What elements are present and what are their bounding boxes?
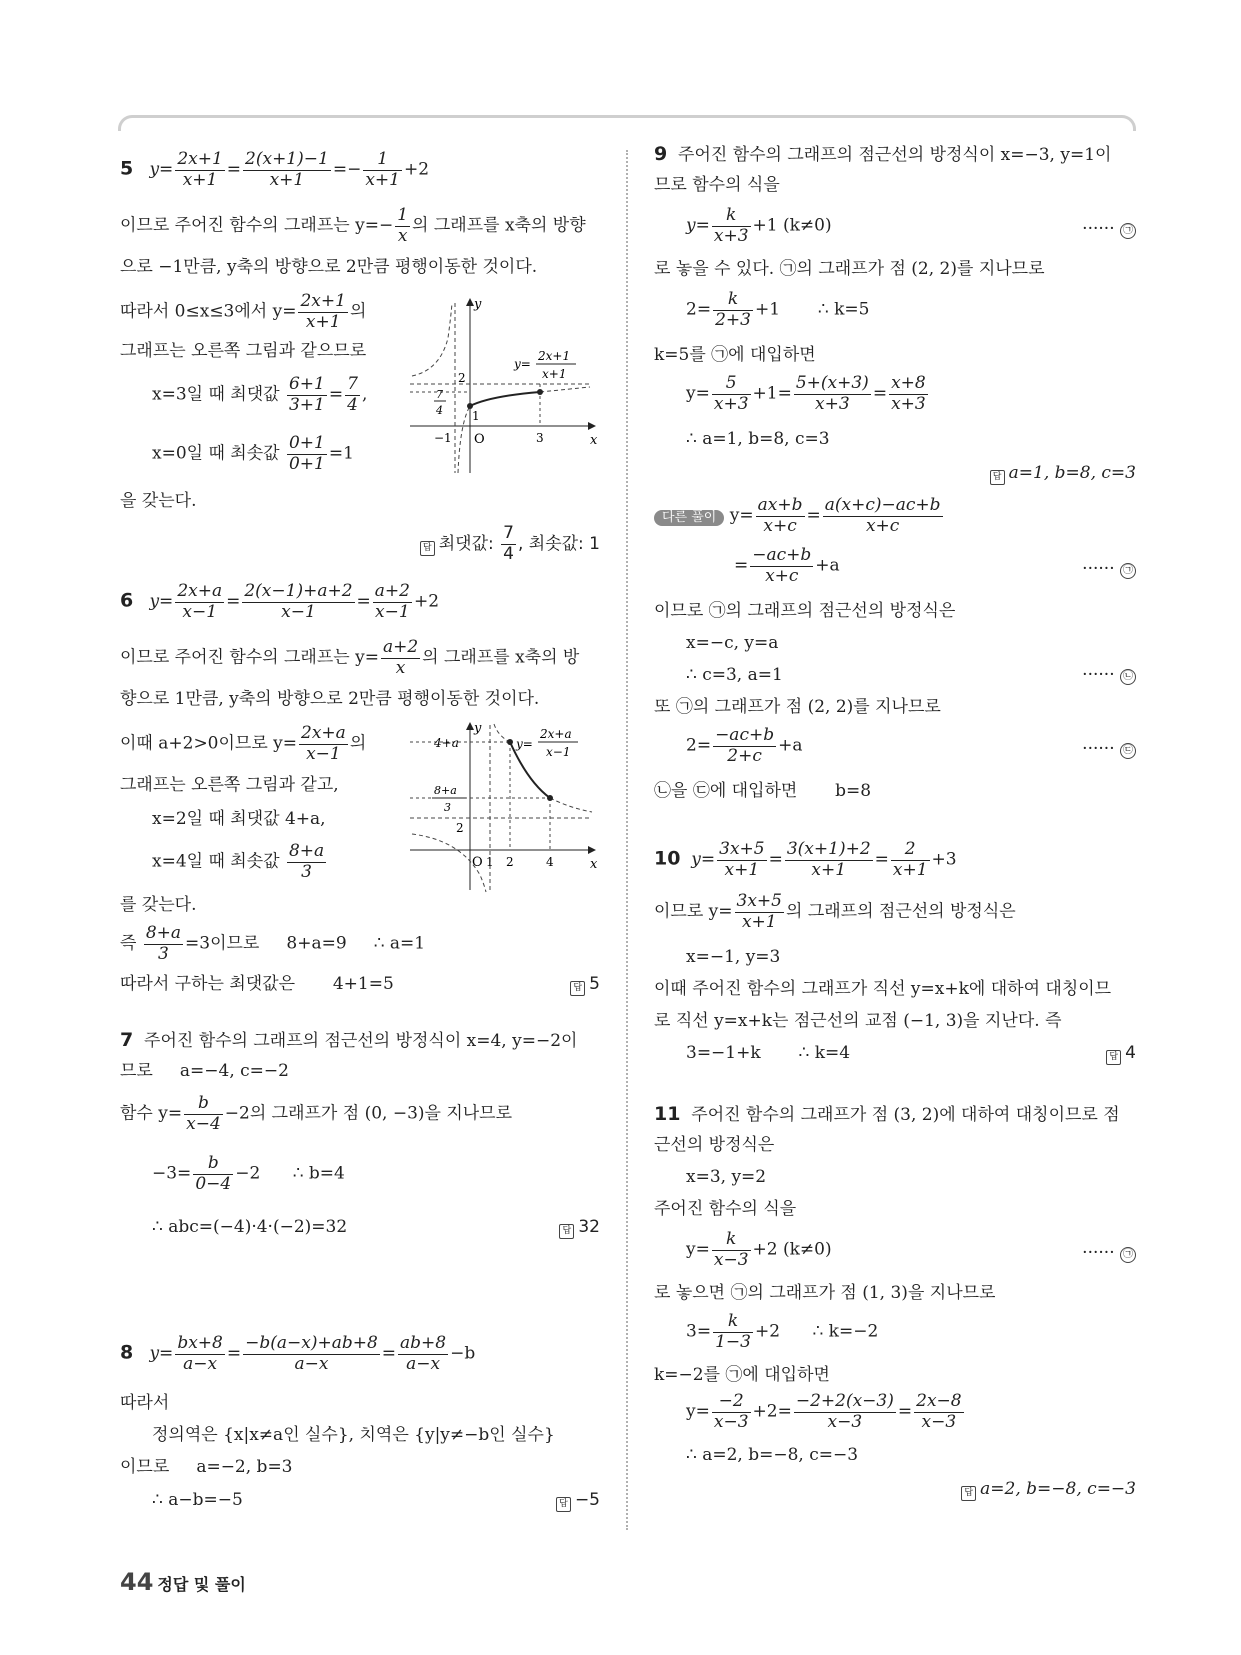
page-number: 44 <box>120 1568 154 1596</box>
svg-text:x: x <box>590 857 598 872</box>
p8-line2: 따라서 <box>120 1393 170 1413</box>
fraction: $\frac{2}{x+1}$ <box>892 839 928 880</box>
top-border <box>118 115 1136 131</box>
p10-answer: 답 4 <box>1106 1044 1136 1065</box>
svg-text:1: 1 <box>486 855 494 869</box>
fraction: $\frac{1}{x+1}$ <box>365 149 400 190</box>
p8-answer: 답 −5 <box>556 1491 600 1512</box>
p9-line6: k=5를 ㉠에 대입하면 <box>654 345 816 365</box>
p11-line4: 주어진 함수의 식을 <box>654 1199 797 1219</box>
p6-line8: 를 갖는다. <box>120 895 197 915</box>
p11-answer: 답 a=2, b=−8, c=−3 <box>961 1480 1136 1501</box>
p5-answer: 답 최댓값: $\frac{7}{4}$ , 최솟값: 1 <box>420 524 600 564</box>
p9-line1: 9 주어진 함수의 그래프의 점근선의 방정식이 x=−3, y=1이 <box>654 143 1112 165</box>
p11-line2: 근선의 방정식은 <box>654 1135 775 1155</box>
fraction: $\frac{2x+a}{x-1}$ <box>301 723 346 764</box>
p5-line6: x=3일 때 최댓값 $\frac{6+1}{3+1}$ = $\frac{7}{4}$ , <box>152 374 368 415</box>
fraction: $\frac{b}{0-4}$ <box>195 1153 232 1194</box>
p9-line9: 다른 풀이 y= $\frac{ax+b}{x+c}$ = $\frac{a(x+c)-ac+b}{x+c}$ <box>654 496 945 536</box>
svg-text:O: O <box>472 855 483 870</box>
svg-text:y: y <box>474 721 482 736</box>
fraction: $\frac{k}{2+3}$ <box>715 289 751 330</box>
p7-line2: 므로 a=−4, c=−2 <box>120 1061 289 1081</box>
p8-line4: 이므로 a=−2, b=3 <box>120 1457 293 1477</box>
p7-answer: 답 32 <box>559 1218 600 1239</box>
fraction: $\frac{2x+1}{x+1}$ <box>177 149 223 190</box>
fraction: $\frac{3x+5}{x+1}$ <box>736 891 782 932</box>
fraction: $\frac{2(x+1)-1}{x+1}$ <box>245 149 329 190</box>
p10-line4: 이때 주어진 함수의 그래프가 직선 y=x+k에 대하여 대칭이므 <box>654 979 1112 999</box>
p9-line13: ∴ c=3, a=1 <box>686 665 783 685</box>
p9-answer: 답 a=1, b=8, c=3 <box>990 464 1136 485</box>
fraction: $\frac{b}{x-4}$ <box>186 1093 221 1134</box>
p8-line5: ∴ a−b=−5 <box>152 1490 243 1510</box>
p5-line4: 따라서 0≤x≤3에서 y= $\frac{2x+1}{x+1}$ 의 <box>120 291 367 332</box>
fraction: $\frac{2x+a}{x-1}$ <box>177 581 223 622</box>
p6-answer: 답 5 <box>570 975 600 996</box>
p9-line12: x=−c, y=a <box>686 633 779 653</box>
p11-line1: 11 주어진 함수의 그래프가 점 (3, 2)에 대하여 대칭이므로 점 <box>654 1103 1120 1125</box>
p6-line7: x=4일 때 최솟값 $\frac{8+a}{3}$ <box>152 841 325 882</box>
fraction: $\frac{x+8}{x+3}$ <box>891 373 926 414</box>
p6-line3: 향으로 1만큼, y축의 방향으로 2만큼 평행이동한 것이다. <box>120 689 540 709</box>
tick-label: 4 <box>436 404 443 417</box>
p6-line5: 그래프는 오른쪽 그림과 같고, <box>120 775 339 795</box>
svg-text:x+1: x+1 <box>542 367 567 381</box>
fraction: $\frac{0+1}{0+1}$ <box>288 433 325 474</box>
svg-text:2x+a: 2x+a <box>540 727 572 741</box>
fraction: $\frac{7}{4}$ <box>503 523 514 564</box>
tick-label: 1 <box>472 409 480 423</box>
fraction: $\frac{a+2}{x-1}$ <box>374 581 410 622</box>
fraction: $\frac{-2+2(x-3)}{x-3}$ <box>795 1391 894 1432</box>
p9-line7: y= $\frac{5}{x+3}$ +1= $\frac{5+(x+3)}{x+3}$ = $\frac{x+8}{x+3}$ <box>686 373 926 414</box>
answer-icon: 답 <box>990 470 1005 485</box>
answer-icon: 답 <box>420 541 435 556</box>
p9-line11: 이므로 ㉠의 그래프의 점근선의 방정식은 <box>654 601 956 621</box>
p6-graph <box>410 720 600 895</box>
origin-label: O <box>474 432 485 447</box>
p5-line3: 으로 −1만큼, y축의 방향으로 2만큼 평행이동한 것이다. <box>120 257 538 277</box>
p11-line3: x=3, y=2 <box>686 1167 767 1187</box>
p7-line4: −3= $\frac{b}{0-4}$ −2 ∴ b=4 <box>152 1153 345 1194</box>
p7-line3: 함수 y= $\frac{b}{x-4}$ −2의 그래프가 점 (0, −3)을 지나므로 <box>120 1093 513 1134</box>
p11-mark1: ······ ㉠ <box>1082 1244 1136 1263</box>
fraction: $\frac{-2}{x-3}$ <box>713 1391 749 1432</box>
svg-text:2: 2 <box>456 821 464 835</box>
p6-line4: 이때 a+2>0이므로 y= $\frac{2x+a}{x-1}$ 의 <box>120 723 367 764</box>
p6-line2: 이므로 주어진 함수의 그래프는 y= $\frac{a+2}{x}$ 의 그래프를 x축의 방 <box>120 637 580 678</box>
fraction: $\frac{-ac+b}{2+c}$ <box>715 725 775 766</box>
svg-text:4+a: 4+a <box>434 736 459 750</box>
svg-text:2: 2 <box>506 855 514 869</box>
fraction: $\frac{k}{x-3}$ <box>713 1229 749 1270</box>
p7-line1: 7 주어진 함수의 그래프의 점근선의 방정식이 x=4, y=−2이 <box>120 1029 578 1051</box>
fraction: $\frac{k}{1-3}$ <box>715 1311 751 1352</box>
tick-label: 7 <box>436 388 443 401</box>
p9-line8: ∴ a=1, b=8, c=3 <box>686 429 830 449</box>
p10-line3: x=−1, y=3 <box>686 947 781 967</box>
x-axis-label: x <box>590 433 598 448</box>
p6-line1: 6 y= $\frac{2x+a}{x-1}$ = $\frac{2(x-1)+a+2}{x-1}$ = $\frac{a+2}{x-1}$ +2 <box>120 581 440 622</box>
p5-line8: 을 갖는다. <box>120 491 197 511</box>
p9-mark2: ······ ㉡ <box>1082 666 1136 685</box>
tick-label: −1 <box>434 431 452 445</box>
p9-mark1: ······ ㉠ <box>1082 220 1136 239</box>
p9-line15: 2= $\frac{-ac+b}{2+c}$ +a <box>686 725 803 766</box>
alt-solution-badge: 다른 풀이 <box>654 510 724 526</box>
p11-line7: 3= $\frac{k}{1-3}$ +2 ∴ k=−2 <box>686 1311 879 1352</box>
fraction: $\frac{ax+b}{x+c}$ <box>757 495 803 536</box>
p9-line14: 또 ㉠의 그래프가 점 (2, 2)를 지나므로 <box>654 697 941 717</box>
y-axis-label: y <box>474 298 482 312</box>
p9-mark3: ······ ㉢ <box>1082 740 1136 759</box>
p7-line5: ∴ abc=(−4)·4·(−2)=32 <box>152 1217 348 1237</box>
p6-line6: x=2일 때 최댓값 4+a, <box>152 809 326 829</box>
p8-line3: 정의역은 {x|x≠a인 실수}, 치역은 {y|y≠−b인 실수} <box>152 1425 555 1445</box>
answer-icon: 답 <box>556 1497 571 1512</box>
fraction: $\frac{8+a}{3}$ <box>288 841 325 882</box>
p8-line1: 8 y= $\frac{bx+8}{a-x}$ = $\frac{-b(a-x)+ab+8}{a-x}$ = $\frac{ab+8}{a-x}$ −b <box>120 1333 476 1374</box>
answer-icon: 답 <box>559 1224 574 1239</box>
p11-line8: k=−2를 ㉠에 대입하면 <box>654 1365 830 1385</box>
p9-line16: ㉡을 ㉢에 대입하면 b=8 <box>654 781 872 801</box>
fraction: $\frac{5+(x+3)}{x+3}$ <box>795 373 869 414</box>
p5-line2: 이므로 주어진 함수의 그래프는 y=− $\frac{1}{x}$ 의 그래프를 x축의 방향 <box>120 205 586 246</box>
fraction: $\frac{2x+1}{x+1}$ <box>300 291 346 332</box>
p11-line5: y= $\frac{k}{x-3}$ +2 (k≠0) <box>686 1229 832 1270</box>
footer-title: 정답 및 풀이 <box>157 1575 246 1594</box>
p9-line3: y= $\frac{k}{x+3}$ +1 (k≠0) <box>686 205 832 246</box>
p9-line5: 2= $\frac{k}{2+3}$ +1 ∴ k=5 <box>686 289 870 330</box>
fraction: $\frac{2x-8}{x-3}$ <box>916 1391 962 1432</box>
page-footer <box>120 1568 246 1596</box>
fraction: $\frac{a(x+c)-ac+b}{x+c}$ <box>824 495 941 536</box>
p5-line1: 5 y= $\frac{2x+1}{x+1}$ = $\frac{2(x+1)-1}{x+1}$ =− $\frac{1}{x+1}$ +2 <box>120 149 430 190</box>
fraction: $\frac{a+2}{x}$ <box>382 637 419 678</box>
answer-icon: 답 <box>570 981 585 996</box>
fraction: $\frac{2(x-1)+a+2}{x-1}$ <box>244 581 353 622</box>
p10-line5: 로 직선 y=x+k는 점근선의 교점 (−1, 3)을 지난다. 즉 <box>654 1011 1062 1031</box>
svg-text:2x+1: 2x+1 <box>538 349 571 363</box>
p10-line6: 3=−1+k ∴ k=4 <box>686 1043 851 1063</box>
svg-text:y=: y= <box>516 737 533 751</box>
p9-line10: = $\frac{-ac+b}{x+c}$ +a <box>734 545 840 586</box>
p10-line2: 이므로 y= $\frac{3x+5}{x+1}$ 의 그래프의 점근선의 방정식은 <box>654 891 1016 932</box>
p6-line9: 즉 $\frac{8+a}{3}$ =3이므로 8+a=9 ∴ a=1 <box>120 923 426 964</box>
p11-line6: 로 놓으면 ㉠의 그래프가 점 (1, 3)을 지나므로 <box>654 1283 996 1303</box>
fraction: $\frac{3x+5}{x+1}$ <box>719 839 765 880</box>
p10-line1: 10 y= $\frac{3x+5}{x+1}$ = $\frac{3(x+1)+2}{x+1}$ = $\frac{2}{x+1}$ +3 <box>654 839 957 880</box>
fraction: $\frac{1}{x}$ <box>397 205 409 246</box>
svg-text:8+a: 8+a <box>434 784 457 797</box>
p11-line10: ∴ a=2, b=−8, c=−3 <box>686 1445 859 1465</box>
answer-icon: 답 <box>1106 1050 1121 1065</box>
fraction: $\frac{5}{x+3}$ <box>713 373 749 414</box>
fraction: $\frac{-ac+b}{x+c}$ <box>752 545 812 586</box>
fraction: $\frac{bx+8}{a-x}$ <box>177 1333 223 1374</box>
p5-graph <box>410 298 600 478</box>
p6-line10: 따라서 구하는 최댓값은 4+1=5 <box>120 974 394 994</box>
tick-label: 2 <box>458 371 466 385</box>
p9-line2: 므로 함수의 식을 <box>654 175 780 195</box>
p5-line5: 그래프는 오른쪽 그림과 같으므로 <box>120 341 367 361</box>
svg-text:4: 4 <box>546 855 554 869</box>
p9-mark1b: ······ ㉠ <box>1082 560 1136 579</box>
p9-line4: 로 놓을 수 있다. ㉠의 그래프가 점 (2, 2)를 지나므로 <box>654 259 1045 279</box>
fraction: $\frac{-b(a-x)+ab+8}{a-x}$ <box>245 1333 378 1374</box>
svg-text:3: 3 <box>444 801 451 814</box>
p5-line7: x=0일 때 최솟값 $\frac{0+1}{0+1}$ =1 <box>152 433 354 474</box>
curve-label: y= <box>514 357 531 371</box>
answer-icon: 답 <box>961 1486 976 1501</box>
fraction: $\frac{k}{x+3}$ <box>713 205 749 246</box>
fraction: $\frac{7}{4}$ <box>347 374 358 415</box>
svg-text:x−1: x−1 <box>546 745 571 759</box>
fraction: $\frac{6+1}{3+1}$ <box>288 374 325 415</box>
tick-label: 3 <box>536 431 544 445</box>
fraction: $\frac{ab+8}{a-x}$ <box>400 1333 447 1374</box>
fraction: $\frac{8+a}{3}$ <box>145 923 182 964</box>
p11-line9: y= $\frac{-2}{x-3}$ +2= $\frac{-2+2(x-3)}{x-3}$ = $\frac{2x-8}{x-3}$ <box>686 1391 962 1432</box>
fraction: $\frac{3(x+1)+2}{x+1}$ <box>786 839 871 880</box>
column-divider <box>626 150 628 1530</box>
